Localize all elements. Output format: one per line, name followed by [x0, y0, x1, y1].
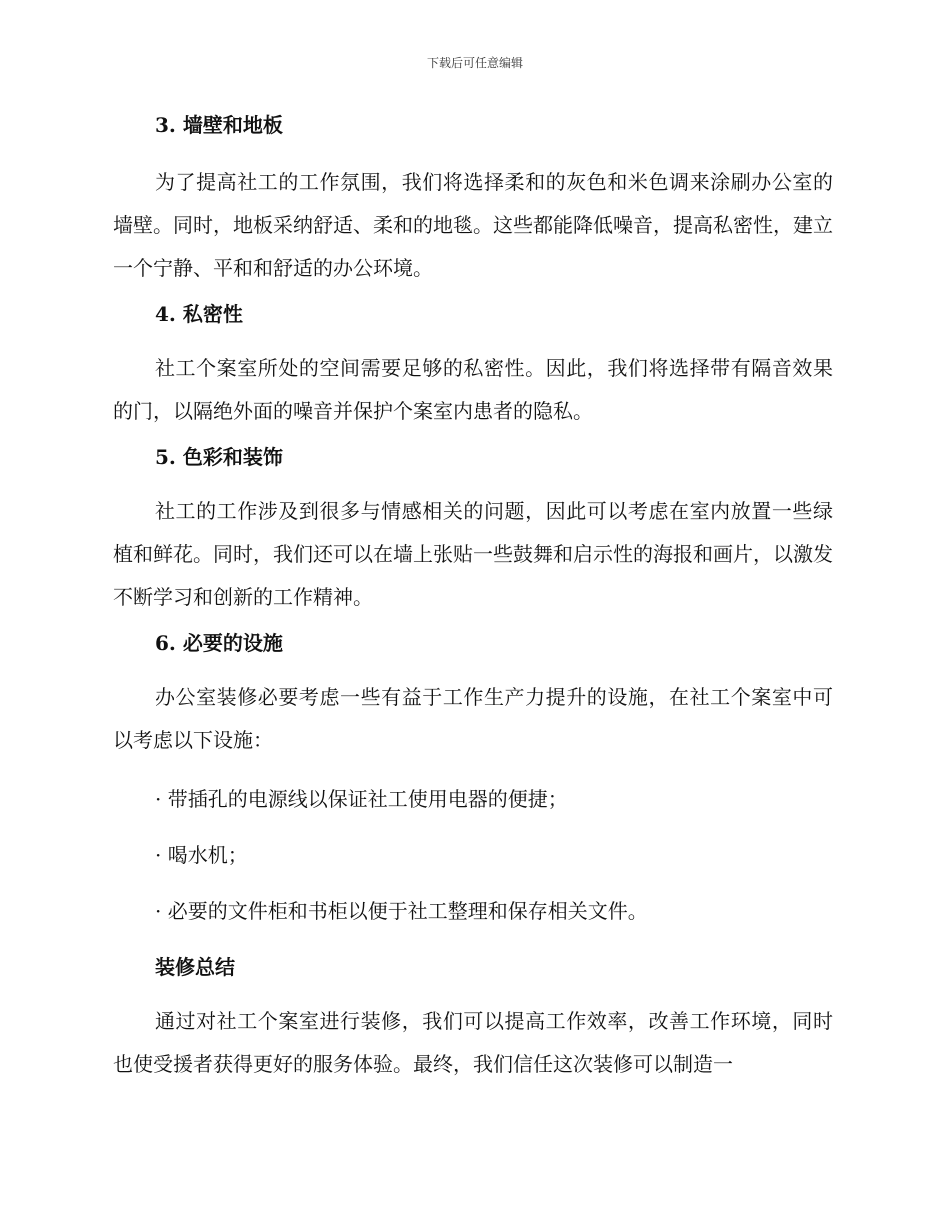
facility-bullet-1: · 带插孔的电源线以保证社工使用电器的便捷； [155, 787, 568, 811]
section-heading-facilities: 6. 必要的设施 [155, 631, 283, 655]
section-heading-privacy: 4. 私密性 [155, 302, 243, 326]
section-heading-summary: 装修总结 [155, 955, 235, 979]
section-body-facilities: 办公室装修必要考虑一些有益于工作生产力提升的设施，在社工个案室中可以考虑以下设施： [113, 685, 833, 752]
section-heading-walls: 3. 墙壁和地板 [155, 113, 283, 137]
section-heading-color: 5. 色彩和装饰 [155, 445, 283, 469]
facility-bullet-2: · 喝水机； [155, 843, 248, 867]
section-body-walls: 为了提高社工的工作氛围，我们将选择柔和的灰色和米色调来涂刷办公室的墙壁。同时，地板采纳舒适、柔和的地毯。这些都能降低噪音，提高私密性，建立一个宁静、平和和舒适的办公环境。 [113, 170, 833, 280]
section-body-color: 社工的工作涉及到很多与情感相关的问题，因此可以考虑在室内放置一些绿植和鲜花。同时，我们还可以在墙上张贴一些鼓舞和启示性的海报和画片，以激发不断学习和创新的工作精神。 [113, 499, 833, 609]
page-header: 下载后可任意编辑 [426, 56, 523, 70]
section-body-privacy: 社工个案室所处的空间需要足够的私密性。因此，我们将选择带有隔音效果的门，以隔绝外面的噪音并保护个案室内患者的隐私。 [113, 356, 833, 423]
document-body [113, 110, 833, 1095]
section-body-summary: 通过对社工个案室进行装修，我们可以提高工作效率，改善工作环境，同时也使受援者获得更好的服务体验。最终，我们信任这次装修可以制造一 [113, 1009, 833, 1076]
facility-bullet-3: · 必要的文件柜和书柜以便于社工整理和保存相关文件。 [155, 899, 648, 923]
